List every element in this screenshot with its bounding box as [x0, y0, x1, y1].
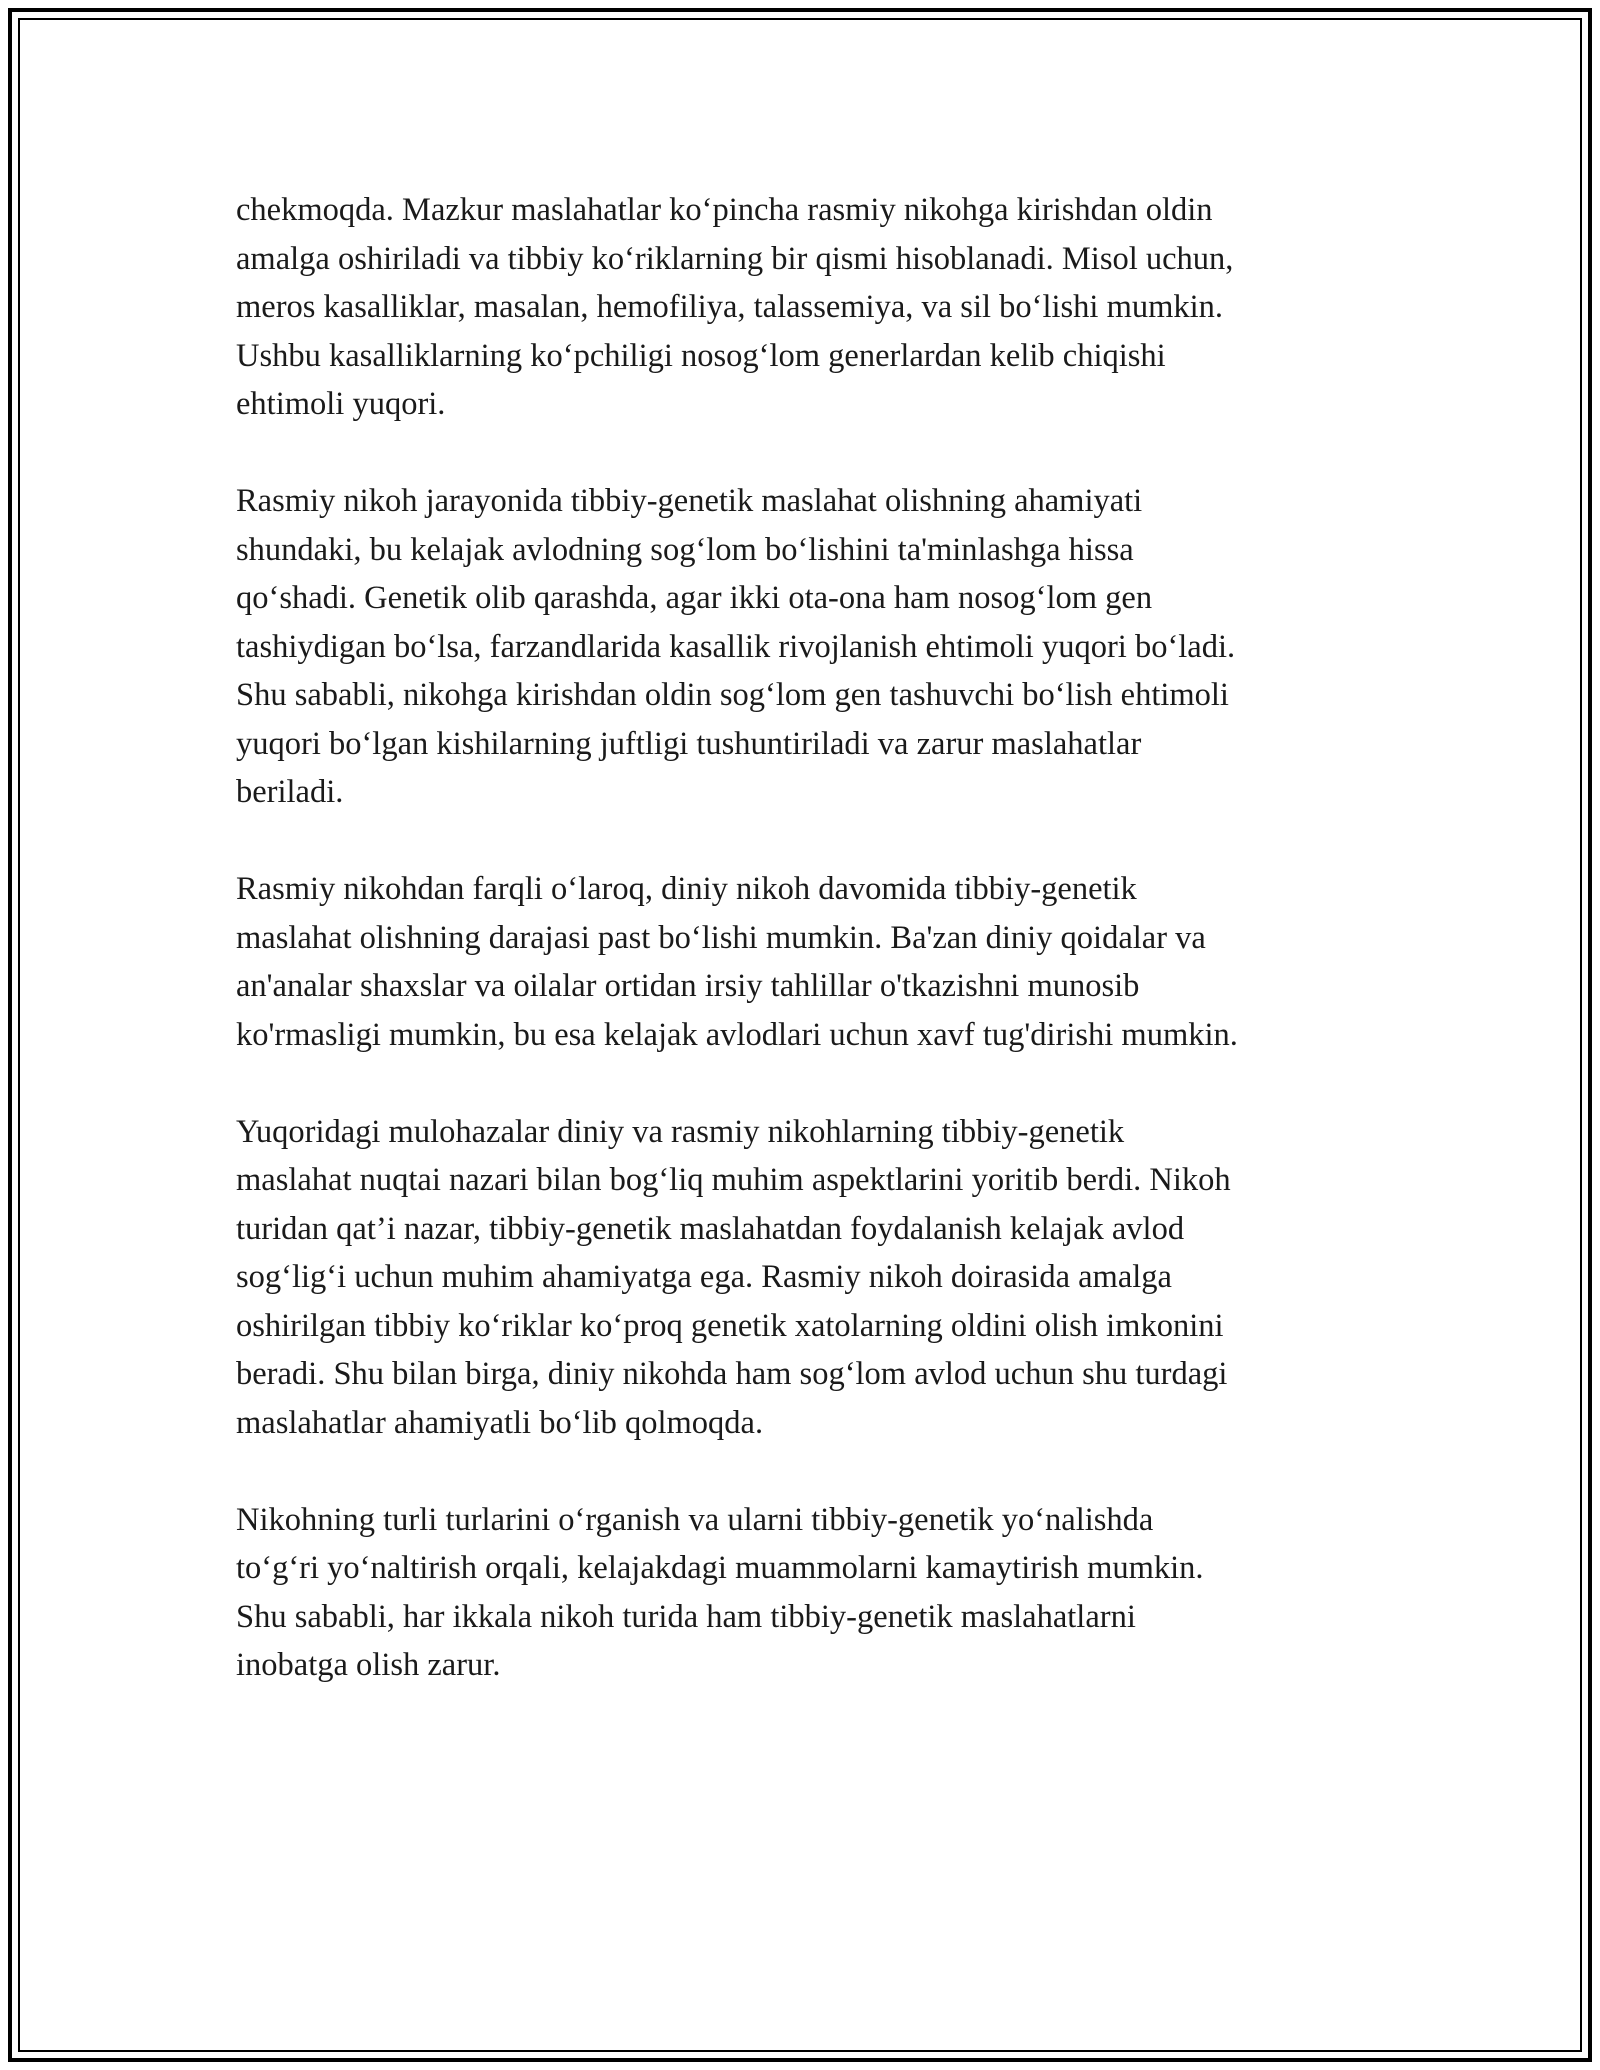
paragraph-2: Rasmiy nikoh jarayonida tibbiy-genetik maslahat olishning ahamiyati shundaki, bu kelajak avlodning sogʻlom boʻlishini ta'minlashga hissa qoʻshadi. Genetik olib qarashda, agar ikki ota-ona ham nosogʻlom gen tashiydigan boʻlsa, farzandlarida kasallik rivojlanish ehtimoli yuqori boʻladi. Shu sababli, nikohga kirishdan oldin sogʻlom gen tashuvchi boʻlish ehtimoli yuqori boʻlgan kishilarning juftligi tushuntiriladi va zarur maslahatlar beriladi.	[236, 483, 1236, 810]
paragraph-1: chekmoqda. Mazkur maslahatlar koʻpincha rasmiy nikohga kirishdan oldin amalga oshiriladi va tibbiy koʻriklarning bir qismi hisoblanadi. Misol uchun, meros kasalliklar, masalan, hemofiliya, talassemiya, va sil boʻlishi mumkin. Ushbu kasalliklarning koʻpchiligi nosogʻlom generlardan kelib chiqishi ehtimoli yuqori.	[236, 192, 1234, 422]
paragraph-3: Rasmiy nikohdan farqli oʻlaroq, diniy nikoh davomida tibbiy-genetik maslahat olishning darajasi past boʻlishi mumkin. Ba'zan diniy qoidalar va an'analar shaxslar va oilalar ortidan irsiy tahlillar o'tkazishni munosib ko'rmasligi mumkin, bu esa kelajak avlodlari uchun xavf tug'dirishi mumkin.	[236, 871, 1238, 1053]
document-body	[236, 186, 1396, 1738]
paragraph-5: Nikohning turli turlarini oʻrganish va ularni tibbiy-genetik yoʻnalishda toʻgʻri yoʻnaltirish orqali, kelajakdagi muammolarni kamaytirish mumkin. Shu sababli, har ikkala nikoh turida ham tibbiy-genetik maslahatlarni inobatga olish zarur.	[236, 1501, 1204, 1683]
paragraph-4: Yuqoridagi mulohazalar diniy va rasmiy nikohlarning tibbiy-genetik maslahat nuqtai nazari bilan bogʻliq muhim aspektlarini yoritib berdi. Nikoh turidan qat’i nazar, tibbiy-genetik maslahatdan foydalanish kelajak avlod sogʻligʻi uchun muhim ahamiyatga ega. Rasmiy nikoh doirasida amalga oshirilgan tibbiy koʻriklar koʻproq genetik xatolarning oldini olish imkonini beradi. Shu bilan birga, diniy nikohda ham sogʻlom avlod uchun shu turdagi maslahatlar ahamiyatli boʻlib qolmoqda.	[236, 1113, 1231, 1441]
